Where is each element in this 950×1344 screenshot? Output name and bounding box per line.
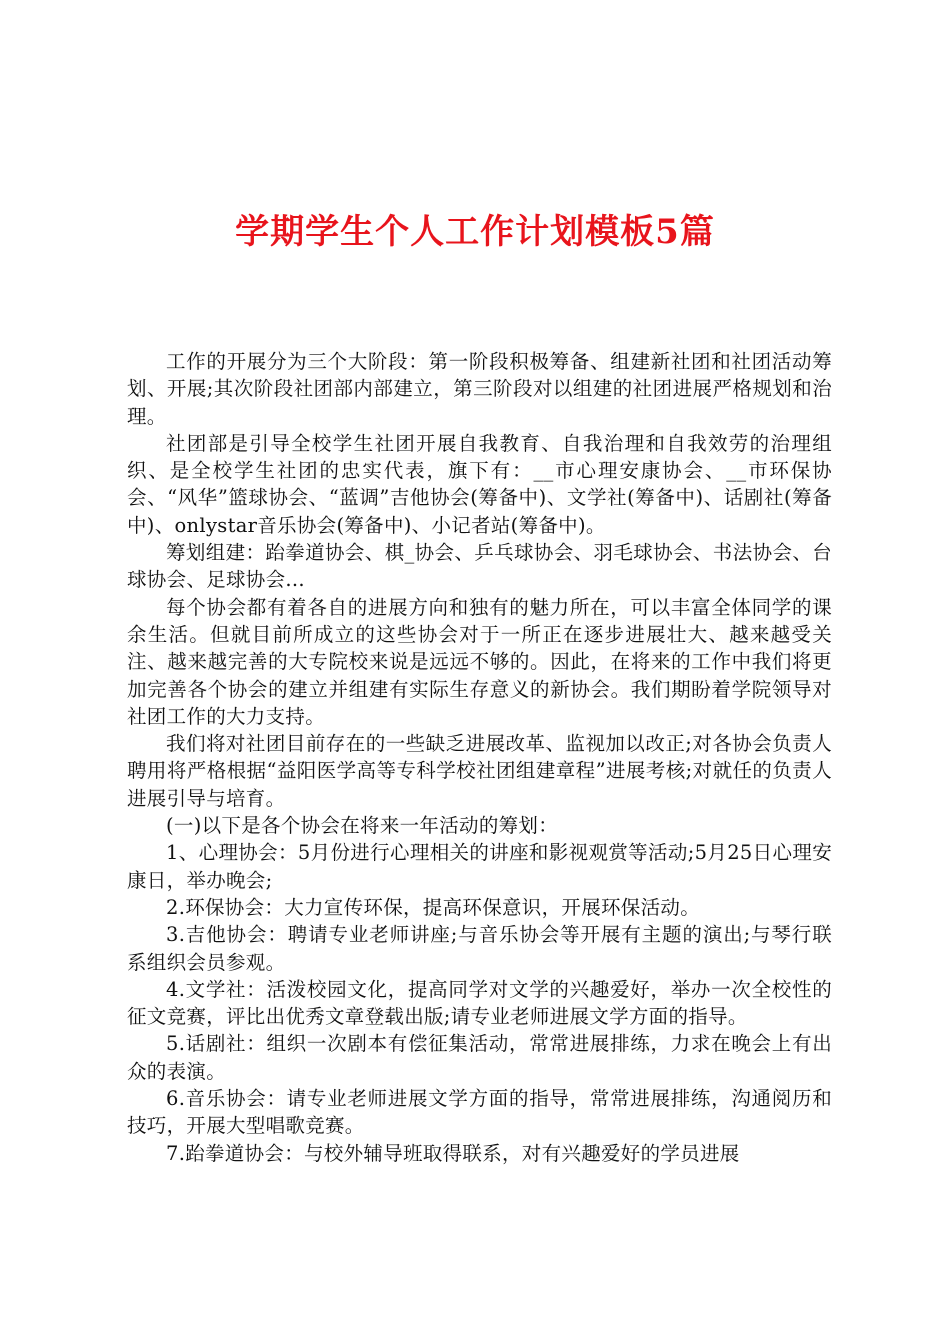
paragraph-planned-clubs: 筹划组建：跆拳道协会、棋_协会、乒乓球协会、羽毛球协会、书法协会、台球协会、足球协会...: [127, 541, 832, 592]
paragraph-environment: 2.环保协会：大力宣传环保，提高环保意识，开展环保活动。: [166, 895, 701, 919]
paragraph-plan-intro: (一)以下是各个协会在将来一年活动的筹划：: [166, 814, 559, 838]
paragraph-taekwondo: 7.跆拳道协会：与校外辅导班取得联系，对有兴趣爱好的学员进展: [166, 1141, 740, 1165]
document-body: [127, 348, 832, 1167]
paragraph-department: 社团部是引导全校学生社团开展自我教育、自我治理和自我效劳的治理组织、是全校学生社团的忠实代表，旗下有：__市心理安康协会、__市环保协会、“风华”篮球协会、“蓝调”吉他协会(筹备中)、文学社(筹备中)、话剧社(筹备中)、onlystar音乐协会(筹备中)、小记者站(筹备中)。: [127, 431, 832, 537]
paragraph-drama: 5.话剧社：组织一次剧本有偿征集活动，常常进展排练，力求在晚会上有出众的表演。: [127, 1032, 832, 1083]
paragraph-music: 6.音乐协会：请专业老师进展文学方面的指导，常常进展排练，沟通阅历和技巧，开展大型唱歌竞赛。: [127, 1087, 832, 1138]
document-title: 学期学生个人工作计划模板5篇: [235, 212, 715, 252]
paragraph-reform: 我们将对社团目前存在的一些缺乏进展改革、监视加以改正;对各协会负责人聘用将严格根据“益阳医学高等专科学校社团组建章程”进展考核;对就任的负责人进展引导与培育。: [127, 732, 832, 810]
paragraph-literature: 4.文学社：活泼校园文化，提高同学对文学的兴趣爱好，举办一次全校性的征文竞赛，评比出优秀文章登载出版;请专业老师进展文学方面的指导。: [127, 977, 832, 1029]
paragraph-stages: 工作的开展分为三个大阶段：第一阶段积极筹备、组建新社团和社团活动筹划、开展;其次阶段社团部内部建立，第三阶段对以组建的社团进展严格规划和治理。: [127, 350, 832, 428]
paragraph-psychology: 1、心理协会：5月份进行心理相关的讲座和影视观赏等活动;5月25日心理安康日，举办晚会;: [127, 841, 832, 892]
paragraph-guitar: 3.吉他协会：聘请专业老师讲座;与音乐协会等开展有主题的演出;与琴行联系组织会员参观。: [127, 923, 832, 974]
paragraph-club-charm: 每个协会都有着各自的进展方向和独有的魅力所在，可以丰富全体同学的课余生活。但就目前所成立的这些协会对于一所正在逐步进展壮大、越来越受关注、越来越完善的大专院校来说是远远不够的。因此，在将来的工作中我们将更加完善各个协会的建立并组建有实际生存意义的新协会。我们期盼着学院领导对社团工作的大力支持。: [127, 595, 832, 728]
